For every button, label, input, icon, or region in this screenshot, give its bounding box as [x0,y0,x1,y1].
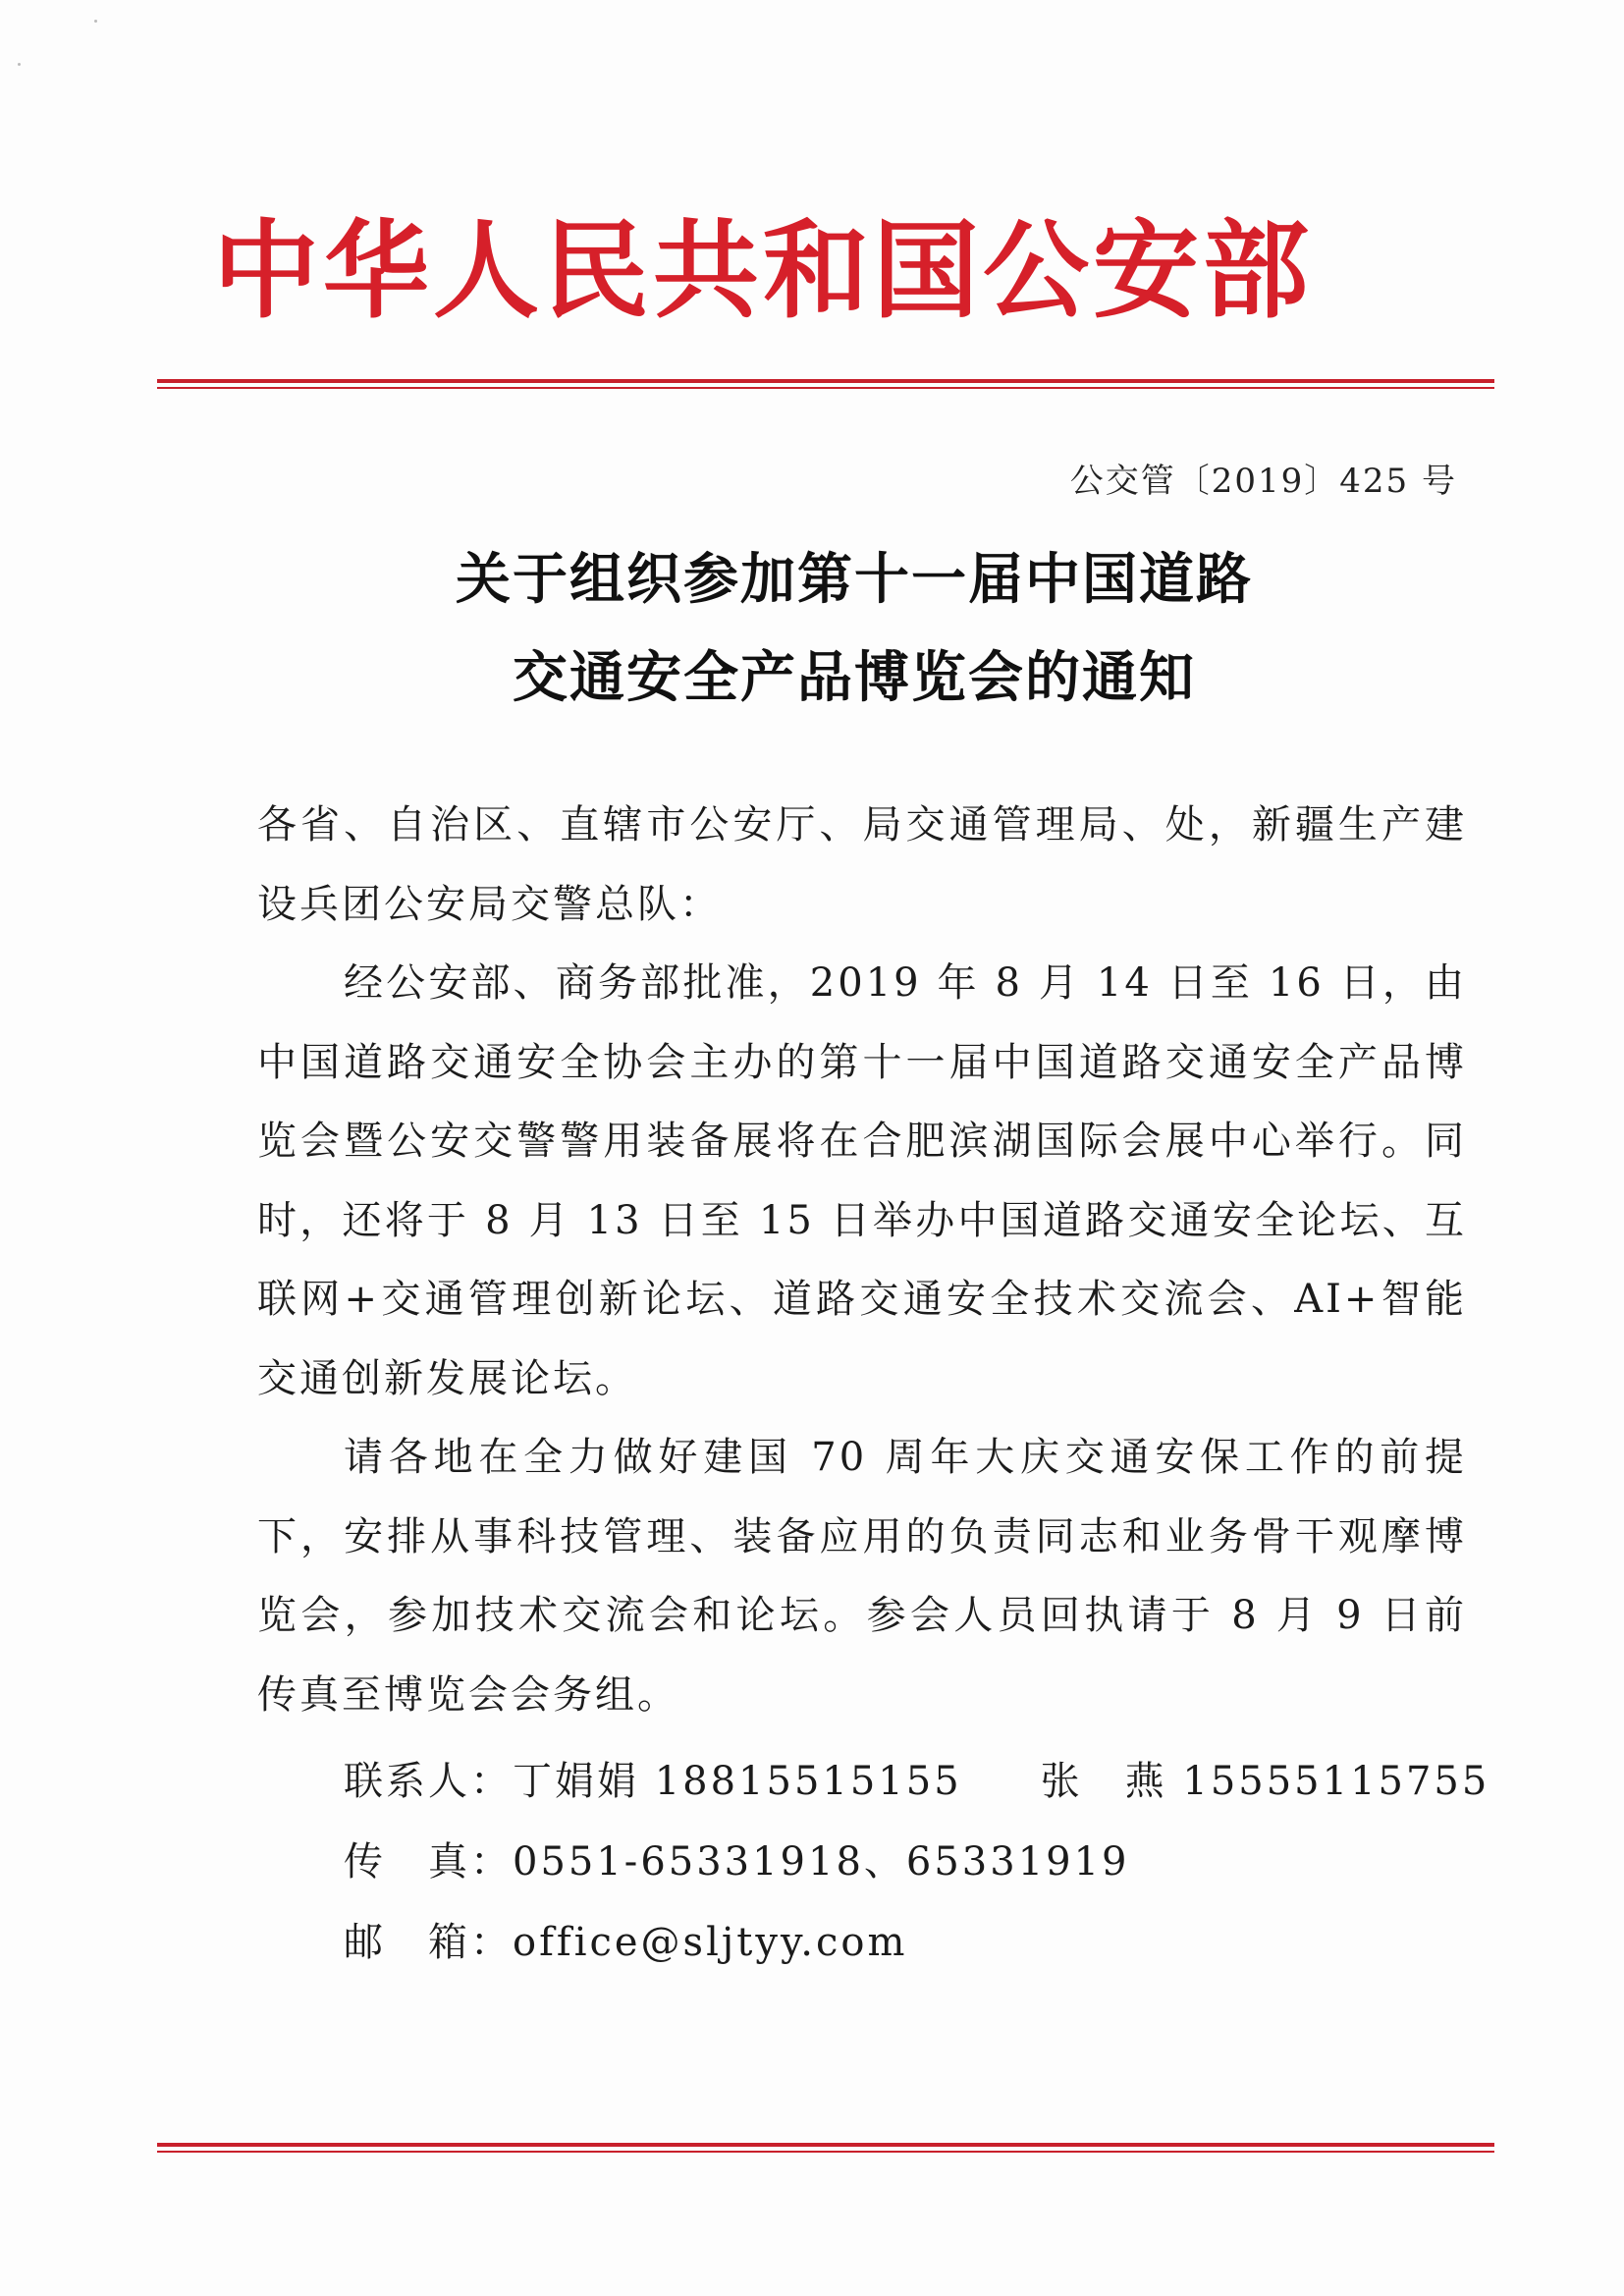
body-paragraph-1: 经公安部、商务部批准，2019 年 8 月 14 日至 16 日，由中国道路交通安全协会主办的第十一届中国道路交通安全产品博览会暨公安交警警用装备展将在合肥滨湖国际会展中心举行。同时，还将于 8 月 13 日至 15 日举办中国道路交通安全论坛、互联网+交通管理创新论坛、道路交通安全技术交流会、AI+智能交通创新发展论坛。 [257,960,1467,1401]
contact-label: 联系人： [344,1759,513,1804]
document-title-line-1: 关于组织参加第十一届中国道路 [456,547,1253,612]
footer-divider [157,2143,1494,2153]
contact-persons-line [344,1750,1489,1806]
document-number: 公交管〔2019〕425 号 [1069,462,1457,501]
fax-line [344,1831,1130,1886]
footer-divider-thin-line [157,2151,1494,2153]
contact-person-2: 张 燕 15555115755 [1040,1759,1490,1804]
scan-speck [18,63,21,66]
email-line [344,1911,907,1967]
contact-person-1: 丁娟娟 18815515155 [513,1759,962,1804]
header-divider-thin-line [157,387,1494,389]
issuing-organization-header: 中华人民共和国公安部 [212,209,1313,333]
scan-speck [94,20,97,23]
document-body [257,786,1467,1734]
salutation: 各省、自治区、直辖市公安厅、局交通管理局、处，新疆生产建设兵团公安局交警总队： [257,802,1467,927]
body-paragraph-2: 请各地在全力做好建国 70 周年大庆交通安保工作的前提下，安排从事科技管理、装备应用的负责同志和业务骨干观摩博览会，参加技术交流会和论坛。参会人员回执请于 8 月 9 日前传真至博览会会务组。 [257,1435,1467,1718]
document-title [157,530,1551,727]
fax-label: 传 真： [344,1839,513,1885]
fax-numbers: 0551-65331918、65331919 [513,1839,1130,1885]
header-divider [157,379,1494,389]
email-label: 邮 箱： [344,1920,513,1965]
email-address: office@sljtyy.com [513,1920,908,1965]
document-title-line-2: 交通安全产品博览会的通知 [513,645,1196,710]
